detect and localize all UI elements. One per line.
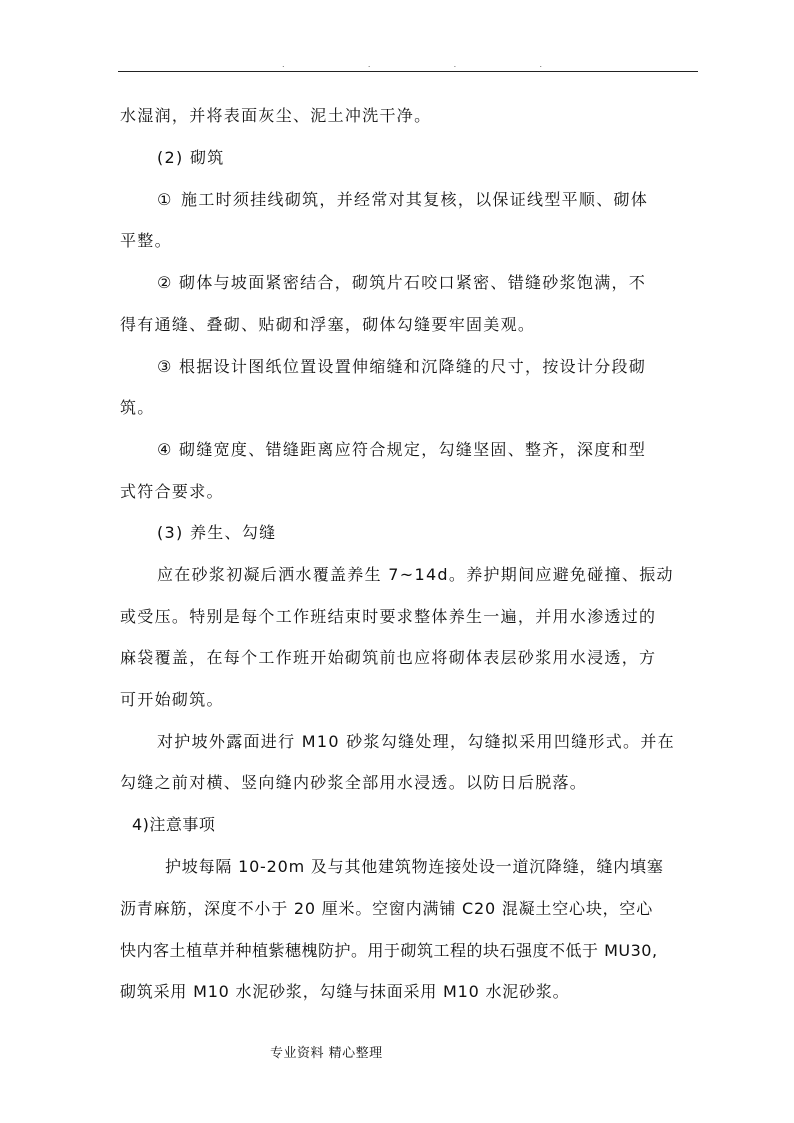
section-heading: 4)注意事项 — [132, 815, 216, 834]
text-line: 对护坡外露面进行 M10 砂浆勾缝处理，勾缝拟采用凹缝形式。并在 — [157, 732, 675, 751]
header-dots — [282, 60, 542, 69]
text-line: 护坡每隔 10-20m 及与其他建筑物连接处设一道沉降缝，缝内填塞 — [165, 857, 664, 876]
text-line: 式符合要求。 — [120, 482, 224, 501]
text-line: 勾缝之前对横、竖向缝内砂浆全部用水浸透。以防日后脱落。 — [120, 773, 588, 792]
text-line: 筑。 — [120, 398, 155, 417]
header-dot: . — [453, 60, 457, 69]
header-dot: . — [282, 60, 285, 69]
section-heading: (2) 砌筑 — [157, 148, 225, 167]
header-rule — [118, 71, 698, 72]
text-line: 砌筑采用 M10 水泥砂浆，勾缝与抹面采用 M10 水泥砂浆。 — [120, 982, 570, 1001]
text-line: 平整。 — [120, 231, 172, 250]
header-dot: . — [539, 60, 542, 69]
text-line: 水湿润，并将表面灰尘、泥土冲洗干净。 — [120, 106, 432, 125]
text-line: 得有通缝、叠砌、贴砌和浮塞，砌体勾缝要牢固美观。 — [120, 315, 536, 334]
text-line: 可开始砌筑。 — [120, 690, 224, 709]
text-line: 快内客土植草并种植紫穗槐防护。用于砌筑工程的块石强度不低于 MU30, — [120, 941, 658, 960]
text-line: ② 砌体与坡面紧密结合，砌筑片石咬口紧密、错缝砂浆饱满，不 — [157, 273, 647, 292]
text-line: 沥青麻筋，深度不小于 20 厘米。空窗内满铺 C20 混凝土空心块，空心 — [120, 899, 654, 918]
text-line: 麻袋覆盖，在每个工作班开始砌筑前也应将砌体表层砂浆用水浸透，方 — [120, 648, 657, 667]
text-line: ③ 根据设计图纸位置设置伸缩缝和沉降缝的尺寸，按设计分段砌 — [157, 357, 647, 376]
text-line: 或受压。特别是每个工作班结束时要求整体养生一遍，并用水渗透过的 — [120, 607, 657, 626]
section-heading: (3) 养生、勾缝 — [157, 523, 277, 542]
text-line: ① 施工时须挂线砌筑，并经常对其复核，以保证线型平顺、砌体 — [157, 190, 649, 209]
page-footer: 专业资料 精心整理 — [270, 1046, 383, 1061]
text-line: 应在砂浆初凝后洒水覆盖养生 7~14d。养护期间应避免碰撞、振动 — [157, 565, 674, 584]
text-line: ④ 砌缝宽度、错缝距离应符合规定，勾缝坚固、整齐，深度和型 — [157, 440, 647, 459]
header-dot: . — [367, 60, 371, 69]
